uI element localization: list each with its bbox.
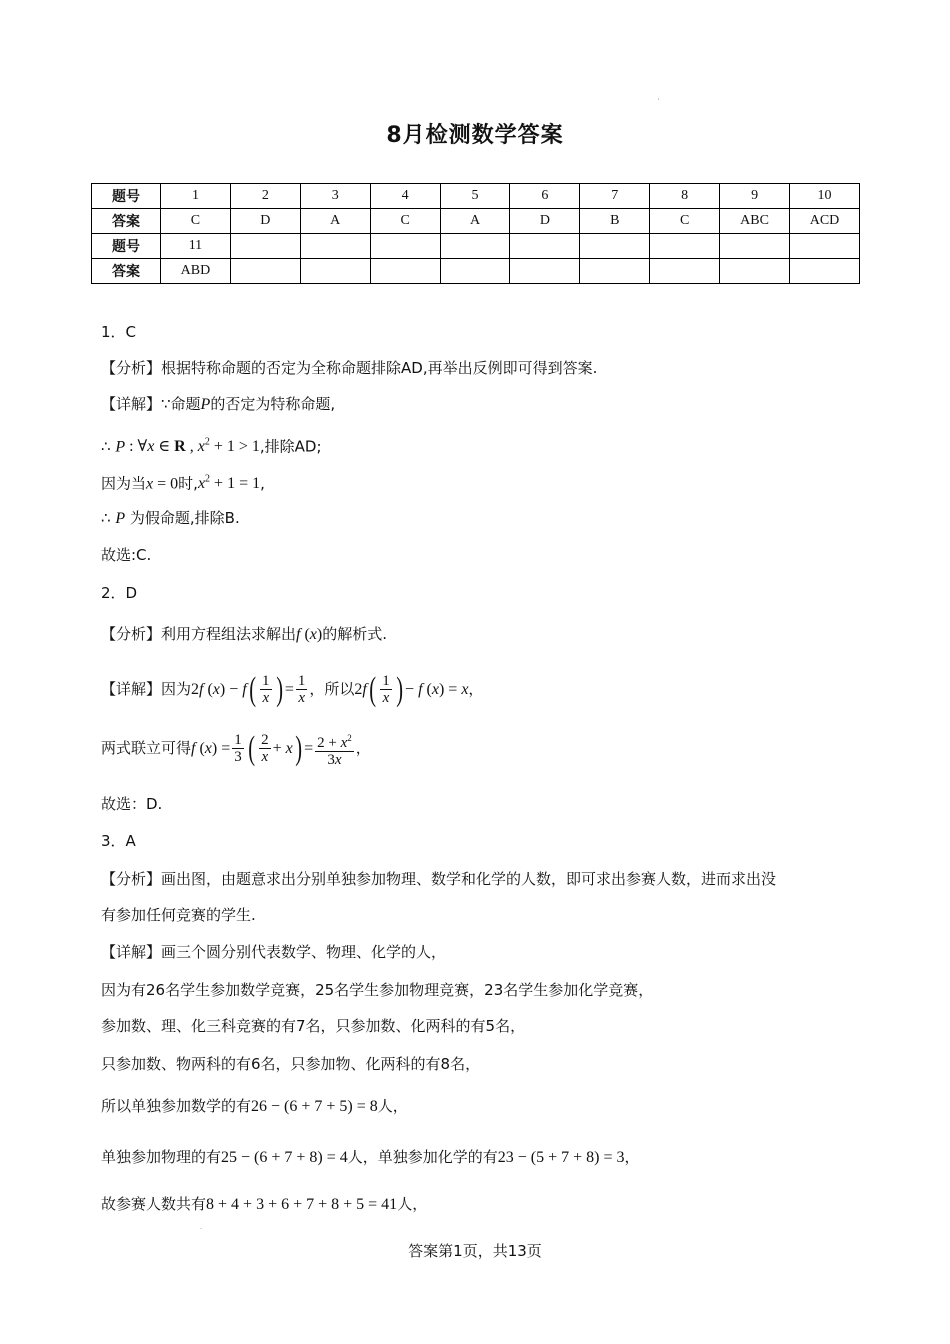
table-cell: 8 <box>650 184 720 209</box>
q2-detail: 【详解】因为2f (x) − f( $\frac{1}{x}$ ) = $\frac{1}{x}$ ，所以2f( $\frac{1}{x}$ ) − f (x) = x， <box>101 670 484 708</box>
math-expr: P <box>200 396 211 413</box>
q3-detail-line3: 参加数、理、化三科竞赛的有7名，只参加数、化两科的有5名， <box>101 1017 526 1035</box>
q3-detail-line2: 因为有26名学生参加数学竞赛，25名学生参加物理竞赛，23名学生参加化学竞赛， <box>101 981 654 999</box>
math-fraction: $\frac{2}{x}$ <box>261 732 269 765</box>
math-expr: $x^2 + 1 = 1$ <box>197 474 261 493</box>
table-cell <box>440 259 510 284</box>
math-expr: 2f <box>354 681 367 698</box>
q3-detail-line5: 所以单独参加数学的有26 − (6 + 7 + 5) = 8人， <box>101 1097 408 1115</box>
math-expr: P <box>115 510 126 527</box>
q2-analysis: 【分析】利用方程组法求解出f (x)的解析式. <box>101 625 388 643</box>
table-cell <box>720 234 790 259</box>
table-row <box>92 209 860 234</box>
table-cell <box>440 234 510 259</box>
table-cell <box>230 234 300 259</box>
table-cell <box>580 234 650 259</box>
math-expr: P <box>115 438 126 456</box>
table-cell <box>650 234 720 259</box>
q1-detail-line3: 因为当x = 0时$,x^2 + 1 = 1$, <box>101 474 265 493</box>
math-expr: f (x) <box>296 626 323 643</box>
table-cell: 4 <box>370 184 440 209</box>
page-title: 8月检测数学答案 <box>386 123 564 148</box>
table-cell: B <box>580 209 650 234</box>
q3-analysis-line1: 【分析】画出图，由题意求出分别单独参加物理、数学和化学的人数，即可求出参赛人数，进而求出没 <box>101 870 777 888</box>
table-cell: 6 <box>510 184 580 209</box>
table-cell: 5 <box>440 184 510 209</box>
table-row <box>92 184 860 209</box>
math-fraction: $\frac{1}{x}$ <box>297 673 306 706</box>
q3-detail-line7: 故参赛人数共有8 + 4 + 3 + 6 + 7 + 8 + 5 = 41人， <box>101 1195 428 1213</box>
table-cell: C <box>161 209 231 234</box>
math-expr: − f (x) = x <box>405 681 469 698</box>
math-expr: 2f (x) − f <box>191 681 247 698</box>
math-expr: 26 − (6 + 7 + 5) = 8 <box>251 1098 378 1115</box>
table-cell <box>580 259 650 284</box>
table-cell: 9 <box>720 184 790 209</box>
scan-mark: . <box>200 1224 202 1231</box>
page-footer: 答案第1页，共13页 <box>408 1242 542 1260</box>
table-header-cell: 题号 <box>92 184 161 209</box>
table-cell: C <box>370 209 440 234</box>
q3-detail-line4: 只参加数、物两科的有6名，只参加物、化两科的有8名， <box>101 1055 481 1073</box>
q1-detail-line1: 【详解】∵命题P的否定为特称命题, <box>101 395 336 413</box>
table-cell <box>370 234 440 259</box>
table-cell <box>720 259 790 284</box>
table-cell: D <box>510 209 580 234</box>
math-expr: 8 + 4 + 3 + 6 + 7 + 8 + 5 = 41 <box>206 1196 398 1213</box>
table-cell: ABC <box>720 209 790 234</box>
q2-conclusion: 故选：D. <box>101 795 163 813</box>
table-cell: ABD <box>161 259 231 284</box>
table-cell: A <box>300 209 370 234</box>
table-cell: A <box>440 209 510 234</box>
table-cell <box>370 259 440 284</box>
table-cell <box>510 259 580 284</box>
scan-mark: ' <box>658 98 660 105</box>
table-header-cell: 答案 <box>92 209 161 234</box>
table-row <box>92 259 860 284</box>
table-header-cell: 答案 <box>92 259 161 284</box>
q3-heading: 3．A <box>101 832 136 850</box>
q3-analysis-line2: 有参加任何竞赛的学生. <box>101 906 256 924</box>
q1-conclusion: 故选:C. <box>101 546 152 564</box>
q1-detail-line4: ∴ P 为假命题,排除B. <box>101 509 240 527</box>
math-fraction: $\frac{1}{x}$ <box>262 673 270 706</box>
table-cell <box>650 259 720 284</box>
table-header-cell: 题号 <box>92 234 161 259</box>
table-cell <box>510 234 580 259</box>
q3-detail-line6: 单独参加物理的有25 − (6 + 7 + 8) = 4人，单独参加化学的有23 − (5 + 7 + 8) = 3， <box>101 1148 640 1166</box>
answer-table <box>91 183 860 284</box>
math-expr: 25 − (6 + 7 + 8) = 4 <box>221 1149 348 1166</box>
math-expr: x = 0 <box>146 475 179 493</box>
table-cell <box>300 234 370 259</box>
math-expr: : ∀x ∈ R , $x^2 + 1 > 1$ <box>125 437 260 456</box>
q1-detail-line2: ∴ P : ∀x ∈ R , $x^2 + 1 > 1$,排除AD; <box>101 437 322 456</box>
table-cell: 7 <box>580 184 650 209</box>
table-cell <box>790 259 860 284</box>
q2-joint: 两式联立可得f (x) = $\frac{1}{3}$ ( $\frac{2}{x}$ + x) = $\frac{2 + x^2}{3x}$ ， <box>101 729 371 768</box>
math-fraction: $\frac{1}{x}$ <box>382 673 390 706</box>
table-cell: 11 <box>161 234 231 259</box>
table-cell: C <box>650 209 720 234</box>
table-cell: 3 <box>300 184 370 209</box>
table-cell: 1 <box>161 184 231 209</box>
table-row <box>92 234 860 259</box>
table-cell <box>790 234 860 259</box>
table-cell: 2 <box>230 184 300 209</box>
math-fraction: $\frac{2 + x^2}{3x}$ <box>315 730 354 768</box>
table-cell <box>300 259 370 284</box>
table-cell: ACD <box>790 209 860 234</box>
math-expr: 23 − (5 + 7 + 8) = 3 <box>497 1149 625 1166</box>
table-cell: D <box>230 209 300 234</box>
math-fraction: $\frac{1}{3}$ <box>234 732 242 765</box>
q3-detail-line1: 【详解】画三个圆分别代表数学、物理、化学的人， <box>101 943 447 961</box>
math-expr: f (x) = <box>191 740 231 757</box>
q1-analysis: 【分析】根据特称命题的否定为全称命题排除AD,再举出反例即可得到答案. <box>101 359 598 377</box>
q2-heading: 2．D <box>101 584 138 602</box>
table-cell <box>230 259 300 284</box>
q1-heading: 1．C <box>101 323 137 341</box>
table-cell: 10 <box>790 184 860 209</box>
